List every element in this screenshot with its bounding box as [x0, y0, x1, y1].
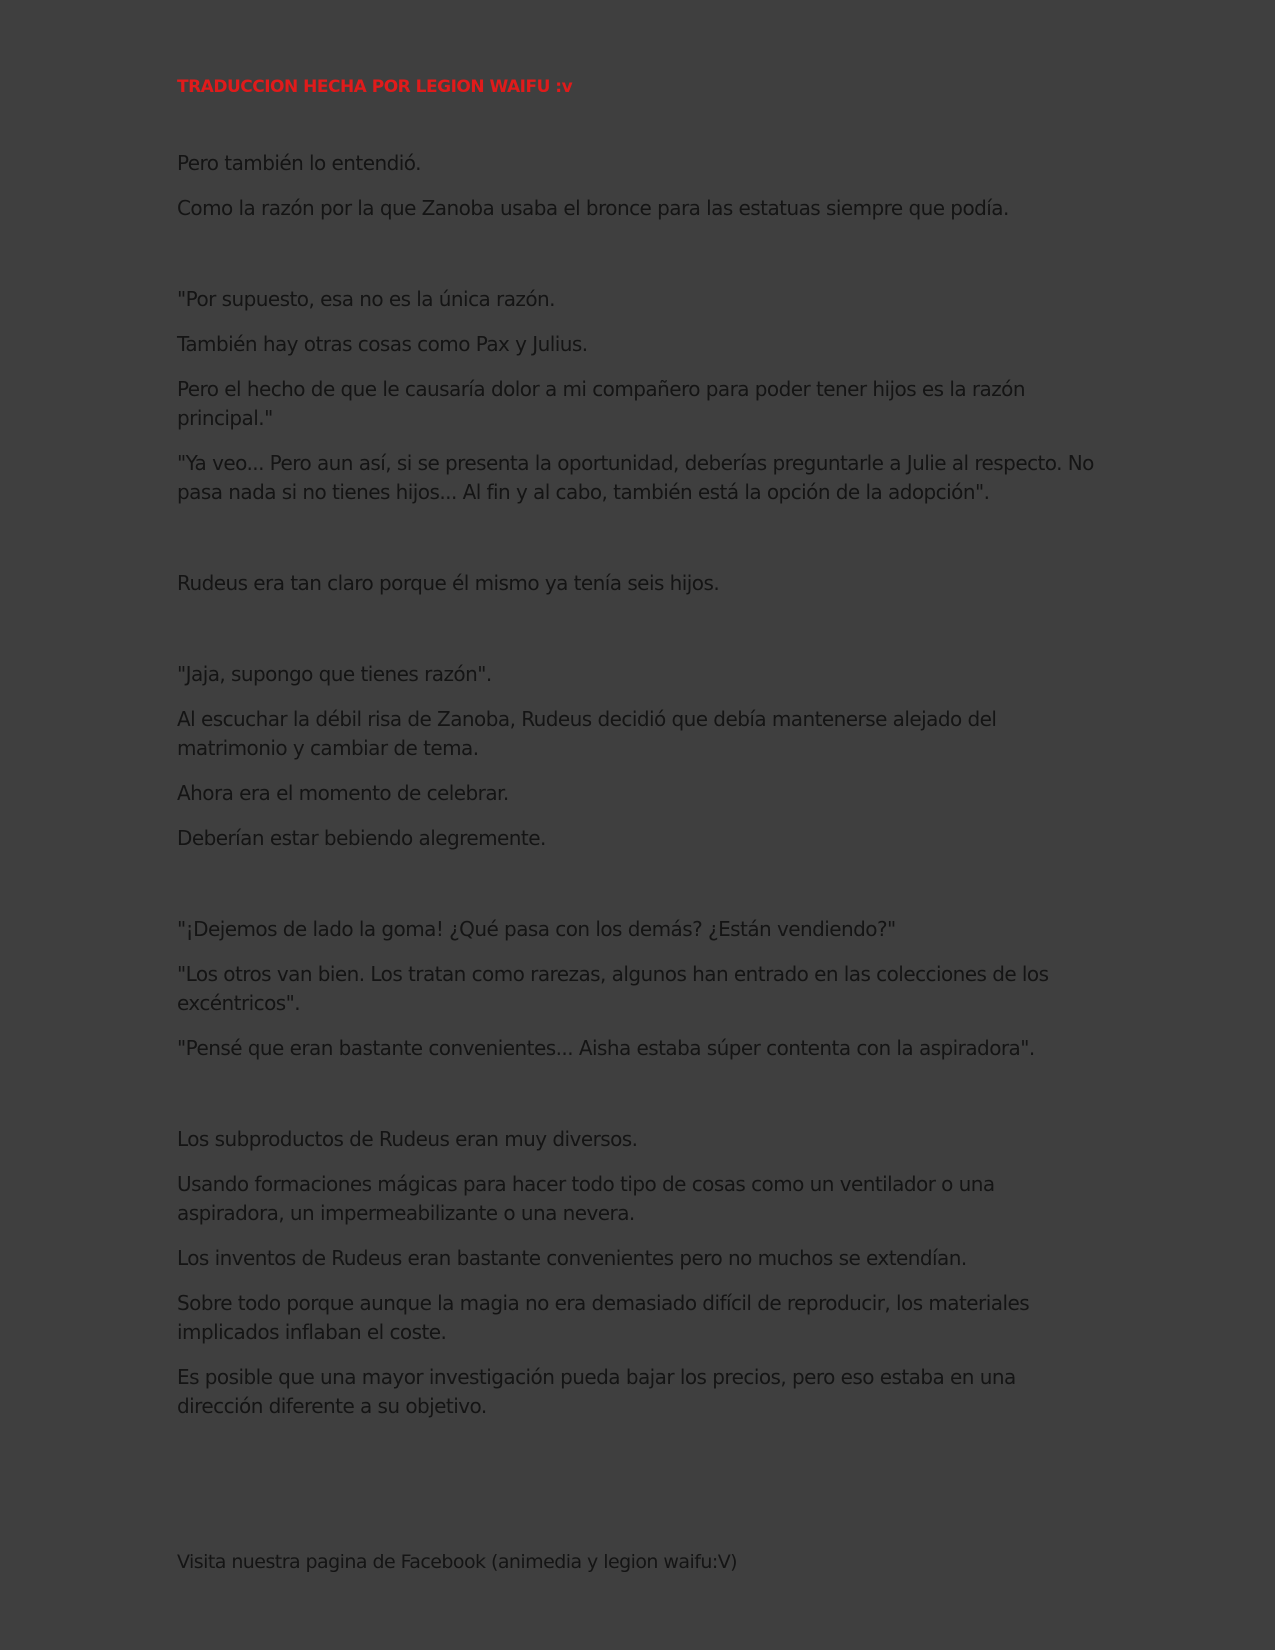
story-paragraph: "Por supuesto, esa no es la única razón. — [177, 287, 555, 311]
paragraph-break — [177, 1079, 1107, 1125]
story-paragraph: "Ya veo... Pero aun así, si se presenta la oportunidad, deberías preguntarle a Julie al respecto. No pasa nada si no tienes hijos... Al fin y al cabo, también está la opción de la adopción". — [177, 451, 1094, 504]
story-paragraph: Pero también lo entendió. — [177, 151, 421, 175]
story-paragraph: Deberían estar bebiendo alegremente. — [177, 826, 546, 850]
story-paragraph: Rudeus era tan claro porque él mismo ya tenía seis hijos. — [177, 571, 720, 595]
translation-credit-note: TRADUCCION HECHA POR LEGION WAIFU :v — [177, 77, 573, 97]
story-body — [177, 149, 1107, 1437]
story-paragraph: "Los otros van bien. Los tratan como rarezas, algunos han entrado en las colecciones de los excéntricos". — [177, 962, 1049, 1015]
document-page — [177, 0, 1107, 1650]
story-paragraph: Los subproductos de Rudeus eran muy diversos. — [177, 1127, 638, 1151]
story-paragraph: Los inventos de Rudeus eran bastante convenientes pero no muchos se extendían. — [177, 1246, 967, 1270]
facebook-page-note: Visita nuestra pagina de Facebook (animedia y legion waifu:V) — [177, 1551, 738, 1573]
story-paragraph: Es posible que una mayor investigación pueda bajar los precios, pero eso estaba en una dirección diferente a su objetivo. — [177, 1365, 1016, 1418]
paragraph-break — [177, 614, 1107, 660]
paragraph-break — [177, 869, 1107, 915]
story-paragraph: También hay otras cosas como Pax y Julius. — [177, 332, 588, 356]
story-paragraph: Ahora era el momento de celebrar. — [177, 781, 509, 805]
story-paragraph: Pero el hecho de que le causaría dolor a mi compañero para poder tener hijos es la razón principal." — [177, 377, 1025, 430]
paragraph-break — [177, 239, 1107, 285]
story-paragraph: Usando formaciones mágicas para hacer todo tipo de cosas como un ventilador o una aspiradora, un impermeabilizante o una nevera. — [177, 1172, 995, 1225]
story-paragraph: Como la razón por la que Zanoba usaba el bronce para las estatuas siempre que podía. — [177, 196, 1009, 220]
story-paragraph: "Pensé que eran bastante convenientes... Aisha estaba súper contenta con la aspiradora". — [177, 1036, 1035, 1060]
story-paragraph: "Jaja, supongo que tienes razón". — [177, 662, 492, 686]
story-paragraph: "¡Dejemos de lado la goma! ¿Qué pasa con los demás? ¿Están vendiendo?" — [177, 917, 896, 941]
paragraph-break — [177, 523, 1107, 569]
story-paragraph: Sobre todo porque aunque la magia no era demasiado difícil de reproducir, los materiales implicados inflaban el coste. — [177, 1291, 1030, 1344]
story-paragraph: Al escuchar la débil risa de Zanoba, Rudeus decidió que debía mantenerse alejado del matrimonio y cambiar de tema. — [177, 707, 997, 760]
